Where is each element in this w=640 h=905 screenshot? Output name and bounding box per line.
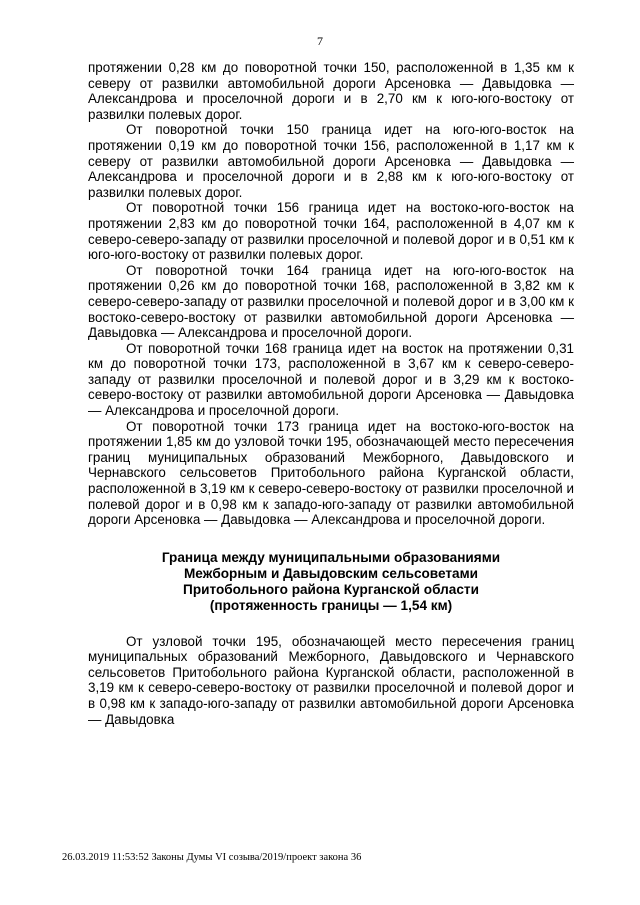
page-number: 7 — [317, 34, 323, 48]
paragraph: От узловой точки 195, обозначающей место пересечения границ муниципальных образований Межборного, Давыдовского и Чернавского сельсоветов Притобольного района Курганской области, расположенной в 3,19 км к северо-северо-востоку от развилки проселочной и полевой дорог и в 0,98 км к западо-юго-западу от развилки автомобильной дороги Арсеновка — Давыдовка — [88, 633, 574, 727]
paragraph: От поворотной точки 168 граница идет на восток на протяжении 0,31 км до поворотной точки 173, расположенной в 3,67 км к северо-северо-западу от развилки проселочной и полевой дорог и в 3,29 км к востоко-северо-востоку от развилки автомобильной дороги Арсеновка — Давыдовка — Александрова и проселочной дороги. — [88, 340, 574, 419]
section-heading-line: Притобольного района Курганской области — [183, 582, 479, 598]
paragraph: От поворотной точки 150 граница идет на юго-юго-восток на протяжении 0,19 км до поворотной точки 156, расположенной в 1,17 км к северу от развилки автомобильной дороги Арсеновка — Давыдовка — Александрова и проселочной дороги и в 2,88 км к юго-юго-востоку от развилки полевых дорог. — [88, 122, 574, 200]
paragraph: От поворотной точки 156 граница идет на востоко-юго-восток на протяжении 2,83 км до поворотной точки 164, расположенной в 4,07 км к северо-северо-западу от развилки проселочной и полевой дорог и в 0,51 км к юго-юго-востоку от развилки полевых дорог. — [88, 200, 574, 263]
paragraph: протяжении 0,28 км до поворотной точки 150, расположенной в 1,35 км к северу от развилки автомобильной дороги Арсеновка — Давыдовка — Александрова и проселочной дороги и в 2,70 км к юго-юго-востоку от развилки полевых дорог. — [88, 60, 574, 122]
paragraph: От поворотной точки 164 граница идет на юго-юго-восток на протяжении 0,26 км до поворотной точки 168, расположенной в 3,82 км к северо-северо-западу от развилки проселочной и полевой дорог и в 3,00 км к востоко-северо-востоку от развилки автомобильной дороги Арсеновка — Давыдовка — Александрова и проселочной дороги. — [88, 262, 574, 341]
section-heading — [88, 550, 574, 615]
section-heading-line: Граница между муниципальными образованиями — [161, 549, 501, 565]
document-body — [88, 60, 574, 727]
section-heading-line: (протяженность границы — 1,54 км) — [209, 598, 453, 614]
paragraph: От поворотной точки 173 граница идет на востоко-юго-восток на протяжении 1,85 км до узловой точки 195, обозначающей место пересечения границ муниципальных образований Межборного, Давыдовского и Чернавского сельсоветов Притобольного района Курганской области, расположенной в 3,19 км к северо-северо-востоку от развилки проселочной и полевой дорог и в 0,98 км к западо-юго-западу от развилки автомобильной дороги Арсеновка — Давыдовка — Александрова и проселочной дороги. — [88, 418, 574, 528]
section-heading-line: Межборным и Давыдовским сельсоветами — [183, 566, 478, 582]
document-footer: 26.03.2019 11:53:52 Законы Думы VI созыва/2019/проект закона 36 — [62, 852, 362, 863]
